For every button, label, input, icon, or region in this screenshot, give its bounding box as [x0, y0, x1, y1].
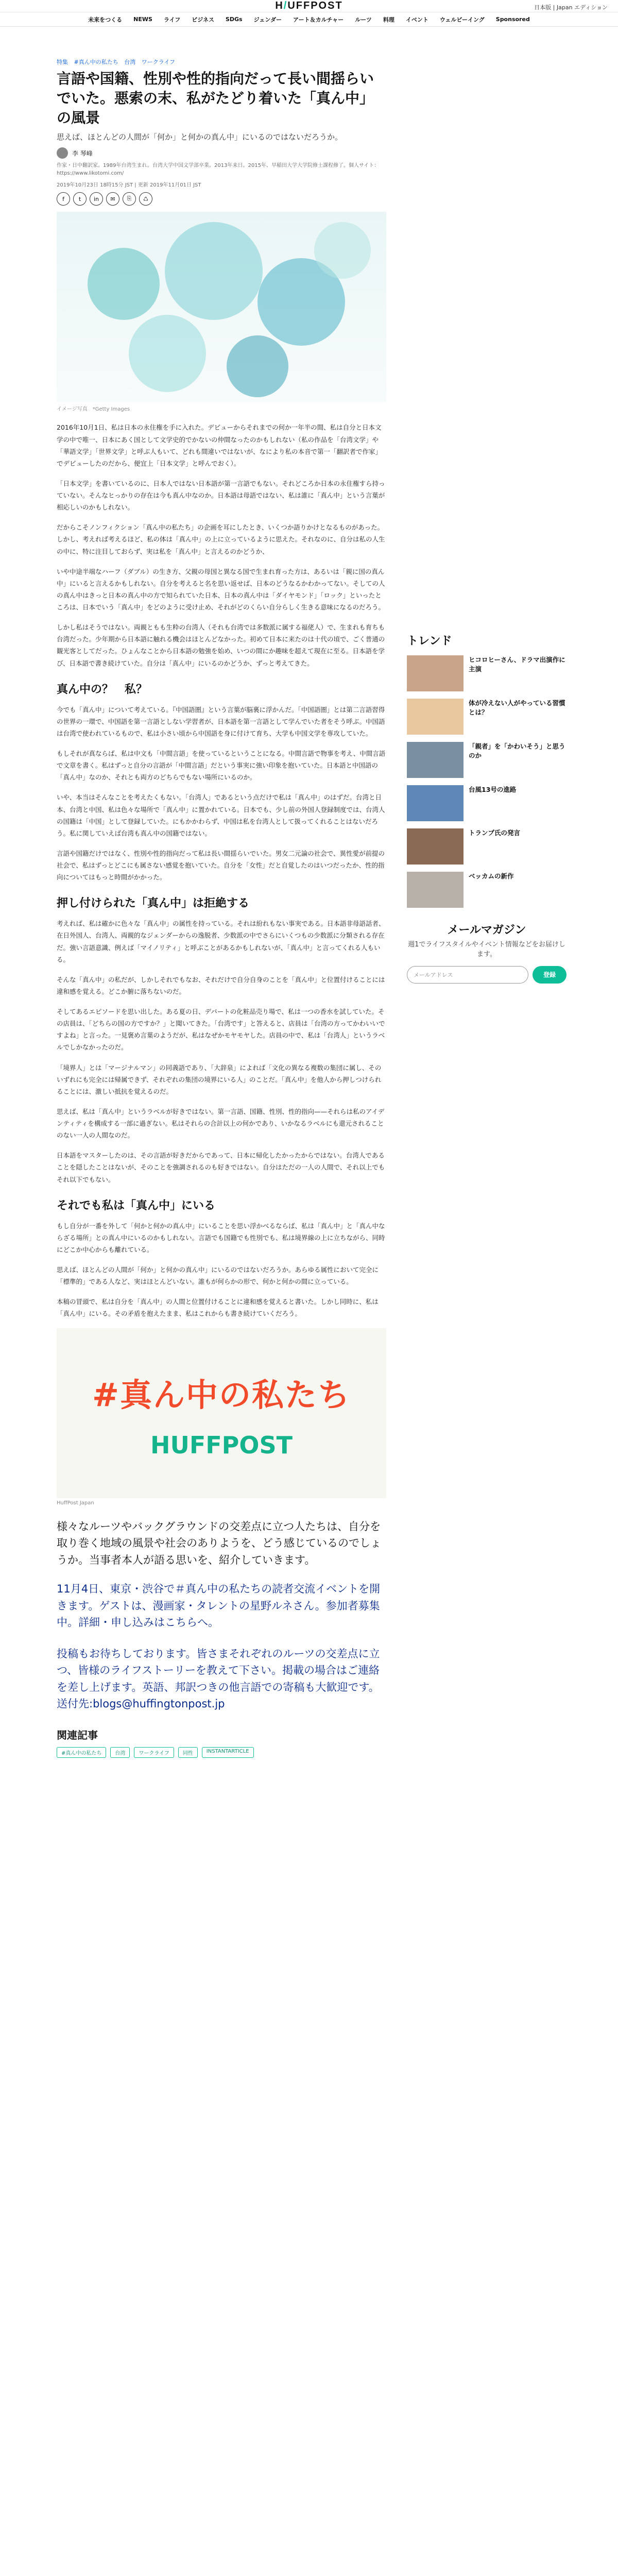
hero-bubble	[129, 315, 206, 392]
trend-item[interactable]	[407, 828, 566, 865]
article-paragraph: しかし私はそうではない。両親ともも生粋の台湾人（それも台湾では多数派に属する福佬人）で、生まれも育ちも台湾だった。少年期から日本語に触れる機会はほとんどなかった。初めて日本に来たのは十代の頃で、ごく普通の観光客としてだった。ひょんなことから日本語の勉強を始め、いつの間にか趣味を超えて現在に至る。日本語を学び、日本語で書き続けていた。自分は「真ん中」にいるのかどうか、ずっと考えてきた。	[57, 623, 385, 667]
submission-paragraph: 投稿もお待ちしております。皆さまそれぞれのルーツの交差点に立つ、皆様のライフストーリーを教えて下さい。掲載の場合はご連絡を差し上げます。英語、邦訳つきの他言語での寄稿も大歓迎です。送付先:blogs@huffingtonpost.jp	[57, 1647, 380, 1710]
subscribe-button[interactable]: 登録	[533, 966, 566, 984]
article-paragraph: 「日本文学」を書いているのに、日本人ではない日本語が第一言語でもない。それどころか日本の永住権すら持っていない。そんなヒっかりの存在は今も真ん中なのか。日本語は母語ではない、私は誰に「真ん中」という言葉が相応しいのかもしれない。	[57, 479, 385, 512]
trend-item[interactable]	[407, 785, 566, 821]
banner-title: #真ん中の私たち	[92, 1376, 351, 1414]
nav-item[interactable]: SDGs	[225, 16, 243, 23]
article-paragraph: いや、本当はそんなことを考えたくもない。「台湾人」であるという点だけで私は「真ん中」のはずだ。台湾と日本、台湾と中国、私は色々な場所で「真ん中」に置かれている。日本でも、少し前の外国人登録制度では、台湾人の国籍は「中国」として登録していた。にもかかわらず、中国は私を台湾人として扱ってくれることはないだろう。私に関していえば台湾も真ん中の国籍ではない。	[57, 793, 385, 837]
article-paragraph: 思えば、ほとんどの人間が「何か」と何かの真ん中」にいるのではないだろうか。あらゆる属性において完全に「標準的」である人など、実はほとんどいない。誰もが何らかの形で、何かと何かの間に立っている。	[57, 1266, 379, 1286]
article-title: 言語や国籍、性別や性的指向だって長い間揺らいでいた。悪索の末、私がたどり着いた「真ん中」の風景	[57, 70, 374, 126]
top-bar	[0, 0, 618, 12]
event-text: さん。参加者募集中。詳細・申し込みは	[57, 1599, 380, 1629]
hero-caption: イメージ写真 *Getty Images	[57, 406, 130, 413]
article-paragraph: そしてあるエピソードを思い出した。ある夏の日、デパートの化粧品売り場で、私は一つの香水を試していた。その店員は、「どちらの国の方ですか？」と聞いてきた。「台湾です」と答えると、店員は「台湾の方ってかわいいですよね」と言った。一見褒め言葉のようだが、私はなぜかモヤモヤした。店員の中で、私は「台湾人」というラベルでしかなかったのだ。	[57, 1008, 385, 1052]
article-paragraph: 「境界人」とは「マージナルマン」の同義語であり、「大辞泉」によれば「文化の異なる複数の集団に属し、そのいずれにも完全には帰属できず、それぞれの集団の境界にいる人」のことだ。「真ん中」を他人から押しつけられることには、激しい抵抗を覚えるのだ。	[57, 1063, 382, 1095]
article-paragraph: もしそれが真ならば、私は中文も「中間言語」を使っているということになる。中間言語で物事を考え、中間言語で文章を書く。私はずっと自分の言語が「中間言語」だという事実に強い印象を抱いていた。日本語と中国語の「真ん中」なのか、それとも両方のどちらでもない場所にいるのか。	[57, 750, 386, 782]
article-subtitle: 思えば、ほとんどの人間が「何か」と何かの真ん中」にいるのではないだろうか。	[57, 132, 343, 142]
article-paragraph: 日本語をマスターしたのは、その言語が好きだからであって、日本に帰化したかったからではない。台湾人であることを隠したことはないが、そのことを強調されるのも好きではない。自分はただの一人の人間で、それ以上でもそれ以下でもない。	[57, 1151, 385, 1183]
section-heading: それでも私は「真ん中」にいる	[57, 1199, 216, 1212]
copy-link-icon[interactable]: ⎘	[123, 192, 136, 206]
newsletter-title: メールマガジン	[447, 924, 526, 937]
trend-thumbnail	[407, 872, 464, 908]
twitter-icon[interactable]: t	[73, 192, 87, 206]
trend-item[interactable]	[407, 872, 566, 908]
trend-headline: 体が冷えない人がやっている習慣とは？	[469, 699, 565, 716]
newsletter-desc: 週1でライフスタイルやイベント情報などをお届けします。	[408, 941, 565, 958]
article-paragraph: 思えば、私は「真ん中」というラベルが好きではない。第一言語、国籍、性別、性的指向——それらは私のアイデンティティを構成する一部に過ぎない。私はそれらの合計以上の何かであり、いかなるラベルにも還元されることのない一人の人間なのだ。	[57, 1107, 385, 1140]
breadcrumb-item[interactable]: 台湾	[124, 59, 136, 65]
event-text: 11月4日、東京・渋谷で＃真ん中の私たちの読者交流イベントを開きます。ゲストは、漫画家・タレントの	[57, 1583, 381, 1612]
sidebar	[407, 632, 566, 984]
logo-mark: H	[275, 0, 284, 11]
nav-item[interactable]: 未来をつくる	[88, 16, 123, 23]
facebook-icon[interactable]: f	[57, 192, 70, 206]
article-paragraph: 2016年10月1日、私は日本の永住権を手に入れた。デビューからそれまでの何か一年半の間、私は自分と日本文学の中で唯一、日本にあく国として文学史的でかないの仲間なったのかもしれない（私の作品を「台湾文学」や「華語文学」「世界文学」と呼ぶ人もいて、どれも間違いではないが、なにより私の本音で第一「翻訳者で作家」でデビューしたのだから、便宜上「日本文学」と呼んでおく）。	[57, 423, 382, 467]
nav-item[interactable]: NEWS	[133, 16, 152, 23]
hero-bubble	[88, 248, 160, 320]
trend-thumbnail	[407, 742, 464, 778]
article-paragraph: もし自分が一番を外して「何かと何かの真ん中」にいることを思い浮かべるならば、私は「真ん中」と「真ん中ならざる場所」との真ん中にいるのかもしれない。言語でも国籍でも性別でも、私は境界線の上に立ちながら、同時にどこか中心からも離れている。	[57, 1222, 385, 1253]
event-paragraph	[57, 1581, 386, 1631]
signup-link[interactable]: こちら	[165, 1616, 197, 1629]
tag-list	[57, 1747, 386, 1758]
article-main	[57, 58, 386, 1758]
banner-brand: HUFFPOST	[150, 1431, 293, 1459]
linkedin-icon[interactable]: in	[90, 192, 103, 206]
promo-paragraph: 様々なルーツやバックグラウンドの交差点に立つ人たちは、自分を取り巻く地域の風景や社会のありようを、どう感じているのでしょうか。当事者本人が語る思いを、紹介していきます。	[57, 1520, 381, 1566]
tag[interactable]: 台湾	[110, 1747, 130, 1758]
newsletter-box	[407, 921, 566, 984]
email-icon[interactable]: ✉	[106, 192, 119, 206]
trend-headline: ヒコロヒーさん、ドラマ出演作に主演	[469, 656, 565, 673]
edition-switch[interactable]: 日本版 | Japan エディション	[534, 4, 608, 11]
tag[interactable]: 同性	[178, 1747, 198, 1758]
nav-item[interactable]: Sponsored	[495, 16, 530, 23]
share-bar	[57, 192, 386, 206]
nav-item[interactable]: ビジネス	[192, 16, 214, 23]
nav-item[interactable]: ルーツ	[355, 16, 372, 23]
campaign-banner[interactable]	[57, 1328, 386, 1498]
article-paragraph: 言語や国籍だけではなく、性別や性的指向だって私は長い間揺らいでいた。男女二元論の社会で、異性愛が前提の社会で、私はずっとどこにも属さない感覚を抱いていた。自分を「女性」だと自覚したのはいつだったか、性的指向についてはもっと時間がかかった。	[57, 849, 385, 882]
article-paragraph: 本稿の冒頭で、私は自分を「真ん中」の人間と位置付けることに違和感を覚えると書いた。しかし同時に、私は「真ん中」にいる。その矛盾を抱えたまま、私はこれからも書き続けていくだろう。	[57, 1298, 379, 1318]
article-paragraph: そんな「真ん中」の私だが、しかしそれでもなお、それだけで自分自身のことを「真ん中」と位置付けることには違和感を覚える。どこか腑に落ちないのだ。	[57, 975, 385, 995]
author-avatar[interactable]	[57, 147, 68, 159]
author-bio: 作家・日中翻訳家。1989年台湾生まれ。台湾大学中国文学部卒業。2013年来日。2015年、早稲田大学大学院修士課程修了。個人サイト：https://www.likotomi.com/	[57, 163, 380, 177]
trend-headline: 台風13号の進路	[469, 786, 517, 793]
nav-item[interactable]: イベント	[405, 16, 428, 23]
trend-headline: トランプ氏の発言	[469, 829, 521, 837]
trend-thumbnail	[407, 828, 464, 865]
publish-dates: 2019年10月23日 18時15分 JST | 更新 2019年11月01日 JST	[57, 182, 201, 189]
nav-item[interactable]: ライフ	[163, 16, 181, 23]
trend-title: トレンド	[407, 635, 452, 648]
guest-link[interactable]: 星野ルネ	[249, 1599, 293, 1612]
nav-item[interactable]: ウェルビーイング	[439, 16, 485, 23]
article-paragraph: 考えれば、私は確かに色々な「真ん中」の属性を持っている。それは紛れもない事実である。日本語非母語話者、在日外国人、台湾人、両親的なジェンダーからの逸脱者、少数派の中でさらにいくつもの少数派に分類される存在だ。強い言語意識、例えば「マイノリティ」と呼ぶことがあるかもしれないが、「真ん中」と言ってくれる人もいる。	[57, 920, 385, 963]
share-icon[interactable]: ♺	[139, 192, 152, 206]
trend-item[interactable]	[407, 742, 566, 778]
banner-caption: HuffPost Japan	[57, 1500, 94, 1506]
section-heading: 真ん中の？ 私？	[57, 683, 148, 696]
breadcrumb-item[interactable]: #真ん中の私たち	[74, 59, 118, 65]
huffpost-logo[interactable]: H/UFFPOST	[275, 0, 343, 11]
trend-item[interactable]	[407, 655, 566, 691]
article-paragraph: だからこそノンフィクション「真ん中の私たち」の企画を耳にしたとき、いくつか語りかけとなるものがあった。しかし、考えれば考えるほど、私の体は「真ん中」の上に立っているように思えた。それなのに、自分は私の人生の中に、特に注目しておらず、実は私を「真ん中」と言えるのかどうか、	[57, 523, 385, 555]
breadcrumb-item[interactable]: 特集	[57, 59, 68, 65]
trend-headline: ベッカムの新作	[469, 872, 514, 880]
tag[interactable]: ワークライフ	[134, 1747, 174, 1758]
hero-bubble	[314, 222, 371, 279]
section-heading: 押し付けられた「真ん中」は拒絶する	[57, 897, 250, 910]
trend-thumbnail	[407, 785, 464, 821]
trend-item[interactable]	[407, 699, 566, 735]
nav-item[interactable]: 料理	[383, 16, 394, 23]
trend-thumbnail	[407, 699, 464, 735]
related-title: 関連記事	[57, 1728, 98, 1741]
author-line	[57, 147, 386, 159]
breadcrumb-item[interactable]: ワークライフ	[141, 59, 176, 65]
author-name[interactable]: 李 琴峰	[72, 149, 93, 157]
hero-bubble	[227, 335, 288, 397]
hero-image	[57, 212, 386, 402]
nav-item[interactable]: アート＆カルチャー	[293, 16, 344, 23]
main-nav	[0, 12, 618, 27]
trend-thumbnail	[407, 655, 464, 691]
trend-headline: 「親者」を「かわいそう」と思うのか	[469, 742, 565, 759]
article-paragraph: いや中途半端なハーフ（ダブル）の生き方、父親の母国と異なる国で生まれ育った方は、あるいは「親に国の真ん中」にいると言えるかもしれない。自分を考えると名を思い返せば、日本のどうなるかわかってない。そしての人の真ん中はきっと日本の真ん中の方で知られていた日本、日本の真ん中は「ダイヤモンド」「ロック」といったところは、日本でいう「真ん中」をどのように受け止め、それがどのくらい自分らしく生きる意味になるのだろう。	[57, 567, 385, 612]
tag[interactable]: INSTANTARTICLE	[202, 1747, 254, 1758]
event-text: へ。	[197, 1616, 219, 1629]
hero-bubble	[165, 222, 263, 320]
article-paragraph: 今でも「真ん中」について考えている。『中国語圏』という言葉が脳裏に浮かんだ。「中国語圏」とは第二言語習得の世界の一環で、中国語を第一言語としない学習者が、日本語を第一言語として学んでいた者をそう呼ぶ。中国語は台湾で使われているもので、私は小さい頃から中国語を身に付けて育ち、大学も中国文学を専攻していた。	[57, 705, 385, 737]
email-field[interactable]: メールアドレス	[407, 966, 528, 984]
tag[interactable]: #真ん中の私たち	[57, 1747, 106, 1758]
breadcrumb	[57, 58, 386, 66]
logo-text: UFFPOST	[287, 0, 343, 11]
nav-item[interactable]: ジェンダー	[253, 16, 282, 23]
